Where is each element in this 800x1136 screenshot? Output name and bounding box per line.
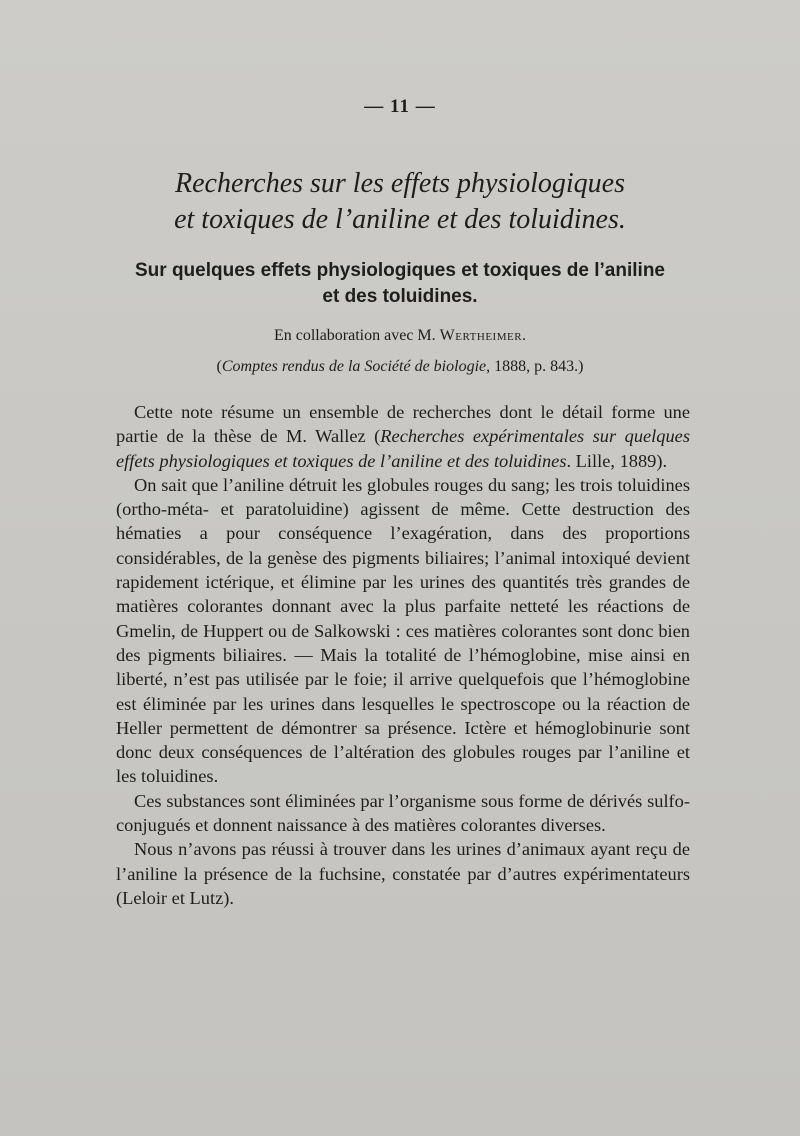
collaboration-line (0, 327, 800, 345)
source-journal: Comptes rendus de la Société de biologie (221, 358, 487, 375)
paragraph-1-start: Cette note résume un ensemble de recherches dont le détail forme une partie de la thèse de M. Wallez ( (116, 402, 690, 447)
body-text (116, 400, 690, 910)
paragraph-3: Ces substances sont éliminées par l’organisme sous forme de dérivés sulfo-conjugués et donnent naissance à des matières colorantes diverses. (116, 790, 690, 836)
collab-suffix: . (522, 327, 527, 344)
section-title-line-2: et des toluidines. (322, 286, 478, 307)
source-open: ( (216, 358, 222, 375)
main-title-line-1: Recherches sur les effets physiologiques (175, 168, 625, 199)
page-number: — 11 — (364, 96, 436, 117)
main-title (0, 166, 800, 238)
source-rest: , 1888, p. 843.) (486, 358, 584, 375)
source-citation (0, 358, 800, 376)
main-title-line-2: et toxiques de l’aniline et des toluidines. (174, 204, 626, 235)
collab-prefix: En collaboration avec M. (273, 327, 440, 344)
paragraph-1 (116, 400, 690, 473)
section-title (60, 258, 740, 310)
paragraph-1-end: . Lille, 1889). (566, 450, 668, 471)
paragraph-4: Nous n’avons pas réussi à trouver dans les urines d’animaux ayant reçu de l’aniline la présence de la fuchsine, constatée par d’autres expérimentateurs (Leloir et Lutz). (116, 839, 690, 908)
thesis-title: Recherches expérimentales sur quelques effets physiologiques et toxiques de l’aniline et des toluidines (116, 426, 690, 471)
collab-name: Wertheimer (439, 327, 523, 344)
paragraph-2: On sait que l’aniline détruit les globules rouges du sang; les trois toluidines (ortho-méta- et paratoluidine) agissent de même. Cette destruction des hématies a pour conséquence l’exagération, dans des proportions considérables, de la genèse des pigments biliaires; l’animal intoxiqué devient rapidement ictérique, et élimine par les urines des quantités très grandes de matières colorantes donnant avec la plus parfaite netteté les réactions de Gmelin, de Huppert ou de Salkowski : ces matières colorantes sont donc bien des pigments biliaires. — Mais la totalité de l’hémoglobine, mise ainsi en liberté, n’est pas utilisée par le foie; il arrive quelquefois que l’hémoglobine est éliminée par les urines dans lesquelles le spectroscope ou la réaction de Heller permettent de démontrer sa présence. Ictère et hémoglobinurie sont donc deux conséquences de l’altération des globules rouges par l’aniline et les toluidines. (116, 474, 690, 787)
section-title-line-1: Sur quelques effets physiologiques et toxiques de l’aniline (135, 260, 665, 281)
